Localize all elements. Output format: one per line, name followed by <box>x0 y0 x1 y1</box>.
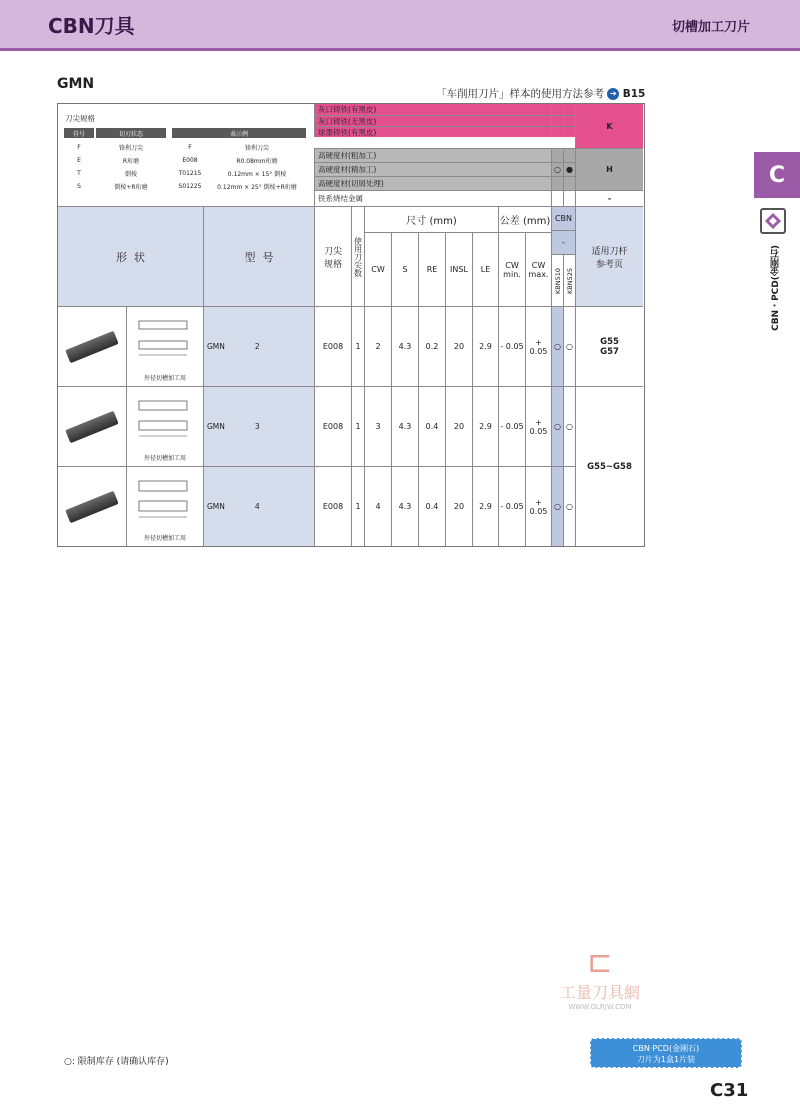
legend-cell: E <box>77 156 81 164</box>
model-code: GMN <box>207 502 225 511</box>
grade-label: KBN525 <box>565 267 574 294</box>
tip-cell: E008 <box>314 386 351 466</box>
watermark-logo-icon: ⊏ <box>587 945 613 980</box>
grade-2-cell: ○ <box>563 386 575 466</box>
model-code: GMN <box>207 342 225 351</box>
insert-drawing <box>126 386 203 466</box>
s-cell: 4.3 <box>391 386 418 466</box>
grade-label: KBN510 <box>553 267 562 294</box>
legend-header: 符号 <box>64 128 94 138</box>
watermark <box>540 945 660 1011</box>
grade-1-cell: ○ <box>551 466 563 546</box>
col-re: RE <box>418 232 445 306</box>
watermark-url: WWW.GLRJW.COM <box>568 1003 632 1011</box>
edges-cell: 1 <box>351 306 364 386</box>
material-mark: ○ <box>551 162 563 176</box>
le-cell: 2.9 <box>472 386 498 466</box>
cw-min-cell: - 0.05 <box>498 386 525 466</box>
legend-cell: 倒棱 <box>124 170 137 178</box>
cw-max-cell: + 0.05 <box>525 466 551 546</box>
grade-2-cell: ○ <box>563 466 575 546</box>
model-cell <box>203 306 314 386</box>
material-mark <box>563 148 575 162</box>
legend-header: 表示例 <box>172 128 306 138</box>
packaging-note <box>590 1038 742 1068</box>
drawing-caption: 外径切槽加工用 <box>143 535 186 542</box>
legend-cell: R0.08mm珩磨 <box>236 157 278 165</box>
drawing-icon <box>135 391 195 449</box>
legend-cell: 0.12mm × 25° 倒棱+R珩磨 <box>217 183 297 191</box>
col-cw-min: CW min. <box>498 232 525 306</box>
col-cbn-dash: - <box>551 230 575 254</box>
drawing-icon <box>135 471 195 529</box>
cw-min-cell: - 0.05 <box>498 306 525 386</box>
legend-cell: R珩磨 <box>122 157 140 165</box>
le-cell: 2.9 <box>472 466 498 546</box>
model-cell <box>203 386 314 466</box>
re-cell: 0.4 <box>418 386 445 466</box>
le-cell: 2.9 <box>472 306 498 386</box>
insert-drawing <box>126 466 203 546</box>
col-holder: 适用刀杆 参考页 <box>575 206 643 306</box>
col-s: S <box>391 232 418 306</box>
category-title: 切槽加工刀片 <box>671 20 750 35</box>
legend-cell: S <box>77 182 81 190</box>
insl-cell: 20 <box>445 306 472 386</box>
model-num: 2 <box>254 342 260 351</box>
col-edges <box>351 206 364 306</box>
material-label: 灰口铸铁(无黑皮) <box>314 115 551 126</box>
section-tab[interactable]: C <box>754 152 800 198</box>
insert-image <box>65 490 118 522</box>
material-mark <box>551 176 563 190</box>
reference-note <box>436 86 645 101</box>
material-label: 球墨铸铁(有黑皮) <box>314 126 551 137</box>
legend-cell: 锋利刀尖 <box>118 144 143 152</box>
legend-cell: 锋利刀尖 <box>244 144 269 152</box>
material-mark <box>563 104 575 115</box>
legend-cell: T <box>77 169 81 177</box>
col-insl: INSL <box>445 232 472 306</box>
re-cell: 0.4 <box>418 466 445 546</box>
material-mark <box>563 176 575 190</box>
legend-cell: S01225 <box>178 182 202 190</box>
material-mark <box>551 148 563 162</box>
material-label: 高硬度材(精加工) <box>314 162 551 176</box>
col-model: 型 号 <box>203 206 314 306</box>
material-mark <box>563 190 575 206</box>
page-number: C31 <box>710 1080 749 1101</box>
insert-photo <box>58 466 126 546</box>
material-group-k: K <box>575 104 643 148</box>
drawing-caption: 外径切槽加工用 <box>143 375 186 382</box>
re-cell: 0.2 <box>418 306 445 386</box>
reference-text: 「车削用刀片」样本的使用方法参考 <box>436 88 604 100</box>
material-group-h: H <box>575 148 643 190</box>
legend-cell: 倒棱+R珩磨 <box>114 183 148 191</box>
col-tolerance: 公差 (mm) <box>498 206 551 232</box>
insert-image <box>65 410 118 442</box>
col-grade-1 <box>551 254 563 306</box>
section-tab-label: CBN・PCD(金刚石) <box>771 245 781 331</box>
holder-ref[interactable]: G55 G57 <box>575 306 643 386</box>
legend-cell: F <box>188 143 192 151</box>
model-code: GMN <box>207 422 225 431</box>
model-num: 4 <box>254 502 260 511</box>
s-cell: 4.3 <box>391 466 418 546</box>
product-table <box>57 103 645 547</box>
insert-photo <box>58 386 126 466</box>
cbn-insert-icon <box>760 208 786 234</box>
holder-ref[interactable]: G55~G58 <box>575 386 643 546</box>
col-cw-max: CW max. <box>525 232 551 306</box>
diamond-icon <box>762 210 784 232</box>
col-grade-2 <box>563 254 575 306</box>
legend-cell: F <box>77 143 81 151</box>
material-mark <box>551 190 563 206</box>
legend-cell: T01215 <box>178 169 202 177</box>
material-group-dash: - <box>575 190 643 206</box>
model-cell <box>203 466 314 546</box>
legend-cell: E008 <box>182 156 198 164</box>
packaging-line-1: CBN·PCD(金刚石) <box>632 1044 700 1053</box>
legend-cell: 0.12mm × 15° 倒棱 <box>227 170 287 178</box>
grade-1-cell: ○ <box>551 386 563 466</box>
col-cbn: CBN <box>551 206 575 230</box>
col-shape: 形 状 <box>58 206 203 306</box>
col-le: LE <box>472 232 498 306</box>
grade-2-cell: ○ <box>563 306 575 386</box>
watermark-logo-text: 工量刀具網 <box>559 983 640 1002</box>
grade-1-cell: ○ <box>551 306 563 386</box>
material-mark <box>551 126 563 137</box>
cw-max-cell: + 0.05 <box>525 386 551 466</box>
tip-cell: E008 <box>314 466 351 546</box>
edges-cell: 1 <box>351 466 364 546</box>
drawing-caption: 外径切槽加工用 <box>143 455 186 462</box>
insert-image <box>65 330 118 362</box>
edges-cell: 1 <box>351 386 364 466</box>
reference-page-link[interactable]: B15 <box>622 88 646 100</box>
section-title: GMN <box>57 76 95 92</box>
cw-cell: 4 <box>364 466 391 546</box>
cw-cell: 3 <box>364 386 391 466</box>
material-mark <box>551 104 563 115</box>
tip-cell: E008 <box>314 306 351 386</box>
drawing-icon <box>135 311 195 369</box>
material-mark <box>551 115 563 126</box>
packaging-line-2: 刀片为1盒1片装 <box>636 1055 696 1064</box>
insert-drawing <box>126 306 203 386</box>
col-tip: 刀尖 规格 <box>314 206 351 306</box>
s-cell: 4.3 <box>391 306 418 386</box>
cw-max-cell: + 0.05 <box>525 306 551 386</box>
insert-photo <box>58 306 126 386</box>
material-label: 高硬度材(切屑处理) <box>314 176 551 190</box>
material-label: 铁系烧结金属 <box>314 190 551 206</box>
material-label: 高硬度材(粗加工) <box>314 148 551 162</box>
cw-min-cell: - 0.05 <box>498 466 525 546</box>
material-label: 灰口铸铁(有黑皮) <box>314 104 551 115</box>
col-size: 尺寸 (mm) <box>364 206 498 232</box>
insl-cell: 20 <box>445 466 472 546</box>
legend-title: 刀尖规格 <box>65 113 95 123</box>
cw-cell: 2 <box>364 306 391 386</box>
model-num: 3 <box>254 422 260 431</box>
footnote: ○: 限制库存 (请确认库存) <box>64 1057 169 1067</box>
col-cw: CW <box>364 232 391 306</box>
material-mark <box>563 126 575 137</box>
arrow-icon: ➔ <box>607 88 619 100</box>
col-edges-label: 使用刀尖数 <box>353 236 363 277</box>
material-mark <box>563 115 575 126</box>
legend-header: 切刃状态 <box>96 128 166 138</box>
page-title: CBN刀具 <box>48 14 135 38</box>
material-mark: ● <box>563 162 575 176</box>
insl-cell: 20 <box>445 386 472 466</box>
